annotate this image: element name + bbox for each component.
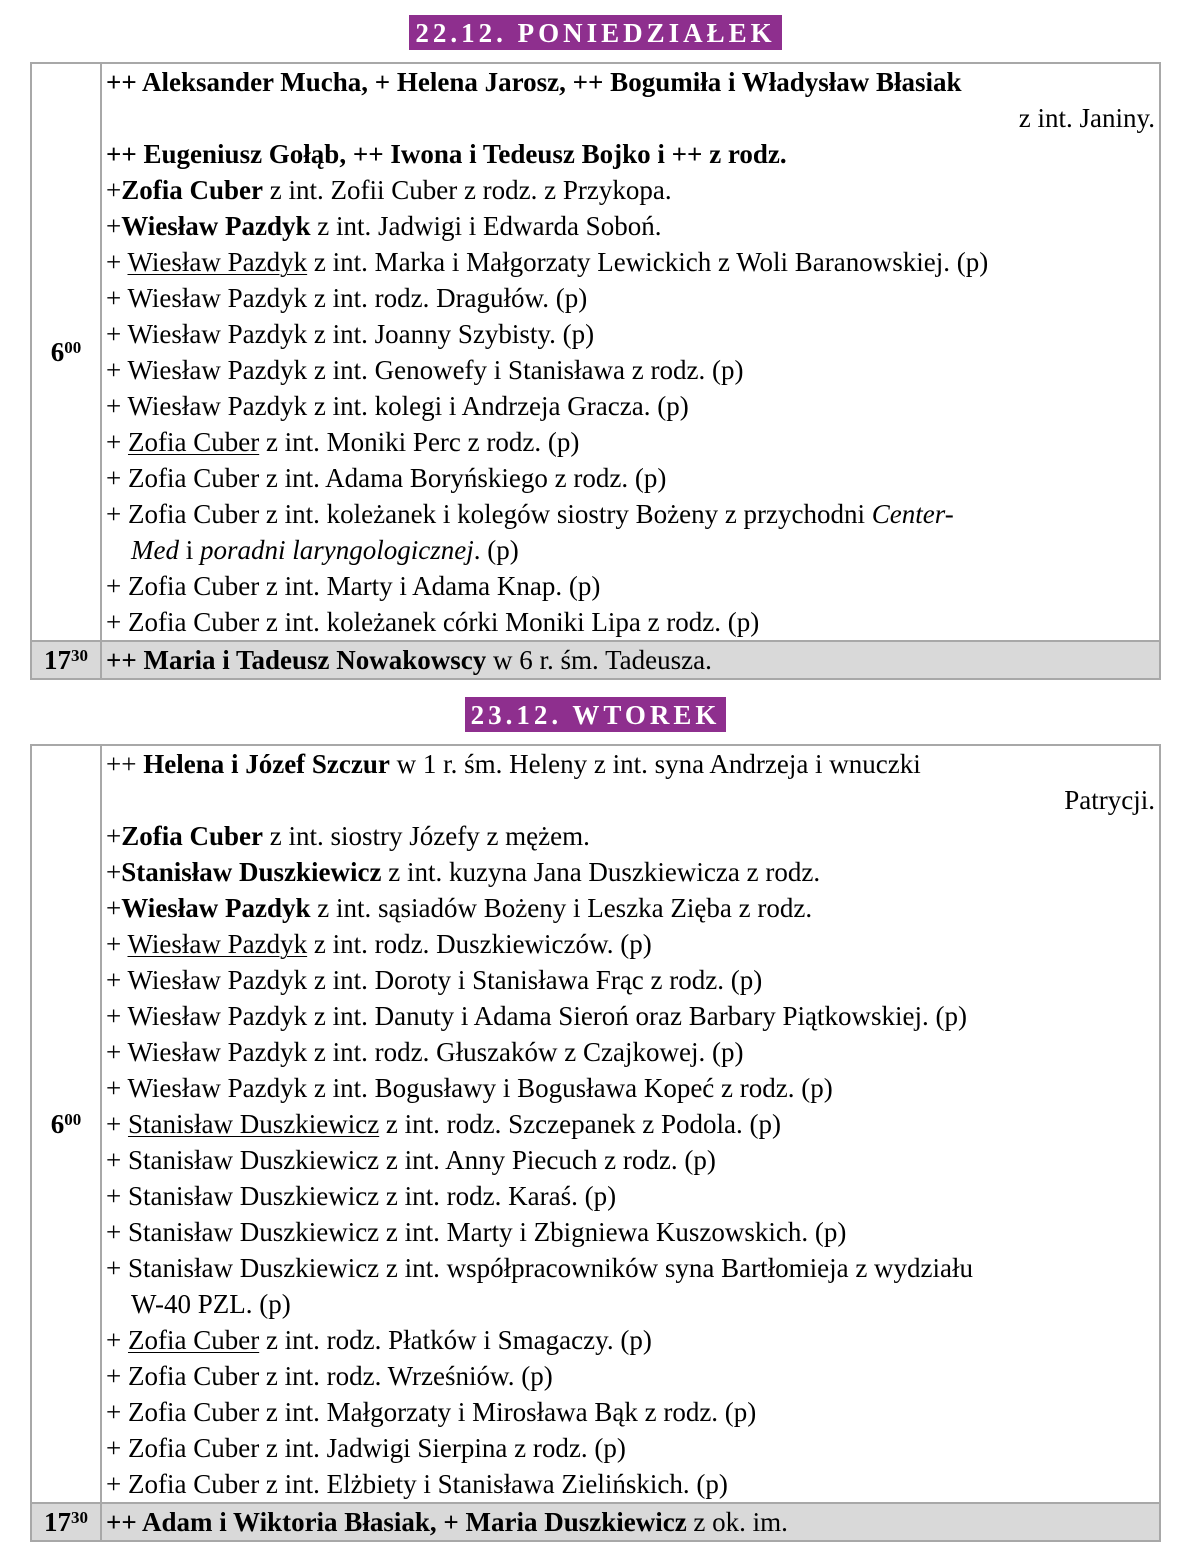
name-underlined: Zofia Cuber <box>127 1325 260 1355</box>
mass-row <box>31 641 1160 679</box>
text: z int. Jadwigi i Edwarda Soboń. <box>310 211 662 241</box>
text: + <box>106 175 122 205</box>
mass-row <box>31 63 1160 641</box>
intention-line <box>106 1430 1155 1466</box>
text: + Stanisław Duszkiewicz z int. rodz. Karaś. (p) <box>106 1181 617 1211</box>
name-underlined: Zofia Cuber <box>127 427 260 457</box>
intention-line <box>106 136 1155 172</box>
intention-line <box>106 642 1155 678</box>
text: z int. siostry Józefy z mężem. <box>262 821 590 851</box>
text: + Wiesław Pazdyk z int. Danuty i Adama Sieroń oraz Barbary Piątkowskiej. (p) <box>106 1001 967 1031</box>
intention-line <box>106 962 1155 998</box>
name-bold: Wiesław Pazdyk <box>121 211 311 241</box>
name-bold: ++ Eugeniusz Gołąb, ++ Iwona i Tedeusz Bojko i ++ z rodz. <box>106 139 787 169</box>
intention-line <box>106 1250 1155 1286</box>
day-header: 23.12. WTOREK <box>465 697 727 732</box>
mass-time <box>31 641 101 679</box>
mass-time <box>31 63 101 641</box>
text: + <box>106 929 128 959</box>
time-minutes: 30 <box>71 1507 88 1527</box>
intention-line <box>106 172 1155 208</box>
name-underlined: Wiesław Pazdyk <box>127 929 308 959</box>
text: z int. Zofii Cuber z rodz. z Przykopa. <box>262 175 672 205</box>
text: + Zofia Cuber z int. Adama Boryńskiego z rodz. (p) <box>106 463 667 493</box>
intentions <box>101 63 1160 641</box>
text: W-40 PZL. (p) <box>131 1289 291 1319</box>
intention-line <box>106 604 1155 640</box>
name-bold: ++ Maria i Tadeusz Nowakowscy <box>106 645 487 675</box>
text: Patrycji. <box>1064 785 1155 815</box>
text: + Stanisław Duszkiewicz z int. Marty i Zbigniewa Kuszowskich. (p) <box>106 1217 847 1247</box>
text: z ok. im. <box>686 1507 788 1537</box>
text-italic: Med <box>131 535 179 565</box>
intention-line <box>106 316 1155 352</box>
text: + Wiesław Pazdyk z int. Joanny Szybisty. (p) <box>106 319 595 349</box>
text: i <box>178 535 200 565</box>
text: z int. rodz. Płatków i Smagaczy. (p) <box>259 1325 652 1355</box>
text: + <box>106 857 122 887</box>
intention-line <box>106 244 1155 280</box>
name-bold: Zofia Cuber <box>121 821 263 851</box>
intention-line <box>106 424 1155 460</box>
text: + Wiesław Pazdyk z int. Doroty i Stanisława Frąc z rodz. (p) <box>106 965 763 995</box>
text: + Zofia Cuber z int. rodz. Wrześniów. (p) <box>106 1361 553 1391</box>
intentions <box>101 641 1160 679</box>
text: + Wiesław Pazdyk z int. Bogusławy i Bogusława Kopeć z rodz. (p) <box>106 1073 833 1103</box>
text: + <box>106 821 122 851</box>
time-hour: 6 <box>50 336 65 367</box>
intention-line <box>106 854 1155 890</box>
intention-line <box>106 388 1155 424</box>
text: + Wiesław Pazdyk z int. Genowefy i Stanisława z rodz. (p) <box>106 355 744 385</box>
mass-schedule-table <box>30 62 1161 680</box>
text: z int. sąsiadów Bożeny i Leszka Zięba z rodz. <box>310 893 813 923</box>
intention-line <box>106 568 1155 604</box>
mass-schedule-table <box>30 744 1161 1542</box>
mass-row <box>31 1503 1160 1541</box>
text: + Stanisław Duszkiewicz z int. Anny Piecuch z rodz. (p) <box>106 1145 716 1175</box>
text: + Zofia Cuber z int. Jadwigi Sierpina z rodz. (p) <box>106 1433 626 1463</box>
intention-line <box>106 1286 1155 1322</box>
text: + Stanisław Duszkiewicz z int. współpracowników syna Bartłomieja z wydziału <box>106 1253 974 1283</box>
text: + Wiesław Pazdyk z int. kolegi i Andrzeja Gracza. (p) <box>106 391 689 421</box>
name-underlined: Wiesław Pazdyk <box>127 247 308 277</box>
text: w 1 r. śm. Heleny z int. syna Andrzeja i wnuczki <box>389 749 921 779</box>
intention-line <box>106 1358 1155 1394</box>
intention-line <box>106 64 1155 100</box>
intention-line <box>106 352 1155 388</box>
text: + Zofia Cuber z int. Elżbiety i Stanisława Zielińskich. (p) <box>106 1469 728 1499</box>
text: + <box>106 1109 128 1139</box>
intention-line <box>106 100 1155 136</box>
text: . (p) <box>473 535 519 565</box>
text: z int. kuzyna Jana Duszkiewicza z rodz. <box>381 857 821 887</box>
text: + <box>106 1325 128 1355</box>
text: + <box>106 211 122 241</box>
intention-line <box>106 998 1155 1034</box>
mass-row <box>31 745 1160 1503</box>
intention-line <box>106 1034 1155 1070</box>
text: + Zofia Cuber z int. koleżanek i kolegów siostry Bożeny z przychodni <box>106 499 872 529</box>
text: z int. Janiny. <box>1018 103 1155 133</box>
text-italic: Center- <box>871 499 954 529</box>
intention-line <box>106 1394 1155 1430</box>
intention-line <box>106 208 1155 244</box>
text: + <box>106 427 128 457</box>
name-bold: ++ Aleksander Mucha, + Helena Jarosz, ++ Bogumiła i Władysław Błasiak <box>106 67 962 97</box>
text-italic: poradni laryngologicznej <box>200 535 474 565</box>
text: w 6 r. śm. Tadeusza. <box>486 645 712 675</box>
text: + Zofia Cuber z int. Marty i Adama Knap. (p) <box>106 571 601 601</box>
name-bold: Stanisław Duszkiewicz <box>121 857 382 887</box>
text: + Wiesław Pazdyk z int. rodz. Głuszaków z Czajkowej. (p) <box>106 1037 744 1067</box>
intention-line <box>106 890 1155 926</box>
intention-line <box>106 746 1155 782</box>
intention-line <box>106 1106 1155 1142</box>
text: z int. rodz. Szczepanek z Podola. (p) <box>379 1109 782 1139</box>
time-minutes: 00 <box>64 337 82 357</box>
time-hour: 17 <box>44 1506 71 1537</box>
intention-line <box>106 1466 1155 1502</box>
intentions <box>101 1503 1160 1541</box>
time-minutes: 30 <box>71 645 88 665</box>
intention-line <box>106 280 1155 316</box>
intention-line <box>106 782 1155 818</box>
text: + <box>106 893 122 923</box>
name-bold: ++ Adam i Wiktoria Błasiak, + Maria Duszkiewicz <box>106 1507 687 1537</box>
intention-line <box>106 926 1155 962</box>
intention-line <box>106 1214 1155 1250</box>
text: z int. rodz. Duszkiewiczów. (p) <box>307 929 652 959</box>
name-bold: Zofia Cuber <box>121 175 263 205</box>
intention-line <box>106 1504 1155 1540</box>
time-hour: 6 <box>50 1108 65 1139</box>
text: + Zofia Cuber z int. koleżanek córki Moniki Lipa z rodz. (p) <box>106 607 760 637</box>
intention-line <box>106 1322 1155 1358</box>
text: + Zofia Cuber z int. Małgorzaty i Mirosława Bąk z rodz. (p) <box>106 1397 757 1427</box>
intention-line <box>106 460 1155 496</box>
day-header: 22.12. PONIEDZIAŁEK <box>409 15 781 50</box>
name-bold: Helena i Józef Szczur <box>143 749 390 779</box>
intention-line <box>106 532 1155 568</box>
text: + Wiesław Pazdyk z int. rodz. Dragułów. (p) <box>106 283 588 313</box>
time-minutes: 00 <box>64 1109 82 1129</box>
intentions <box>101 745 1160 1503</box>
intention-line <box>106 1070 1155 1106</box>
mass-time <box>31 1503 101 1541</box>
day-section-monday <box>30 15 1161 680</box>
intention-line <box>106 1142 1155 1178</box>
intention-line <box>106 1178 1155 1214</box>
intention-line <box>106 818 1155 854</box>
mass-time <box>31 745 101 1503</box>
text: z int. Marka i Małgorzaty Lewickich z Woli Baranowskiej. (p) <box>307 247 989 277</box>
name-bold: Wiesław Pazdyk <box>121 893 311 923</box>
text: ++ <box>106 749 144 779</box>
time-hour: 17 <box>44 644 71 675</box>
name-underlined: Stanisław Duszkiewicz <box>127 1109 380 1139</box>
text: z int. Moniki Perc z rodz. (p) <box>259 427 580 457</box>
text: + <box>106 247 128 277</box>
day-section-tuesday <box>30 697 1161 1542</box>
intention-line <box>106 496 1155 532</box>
